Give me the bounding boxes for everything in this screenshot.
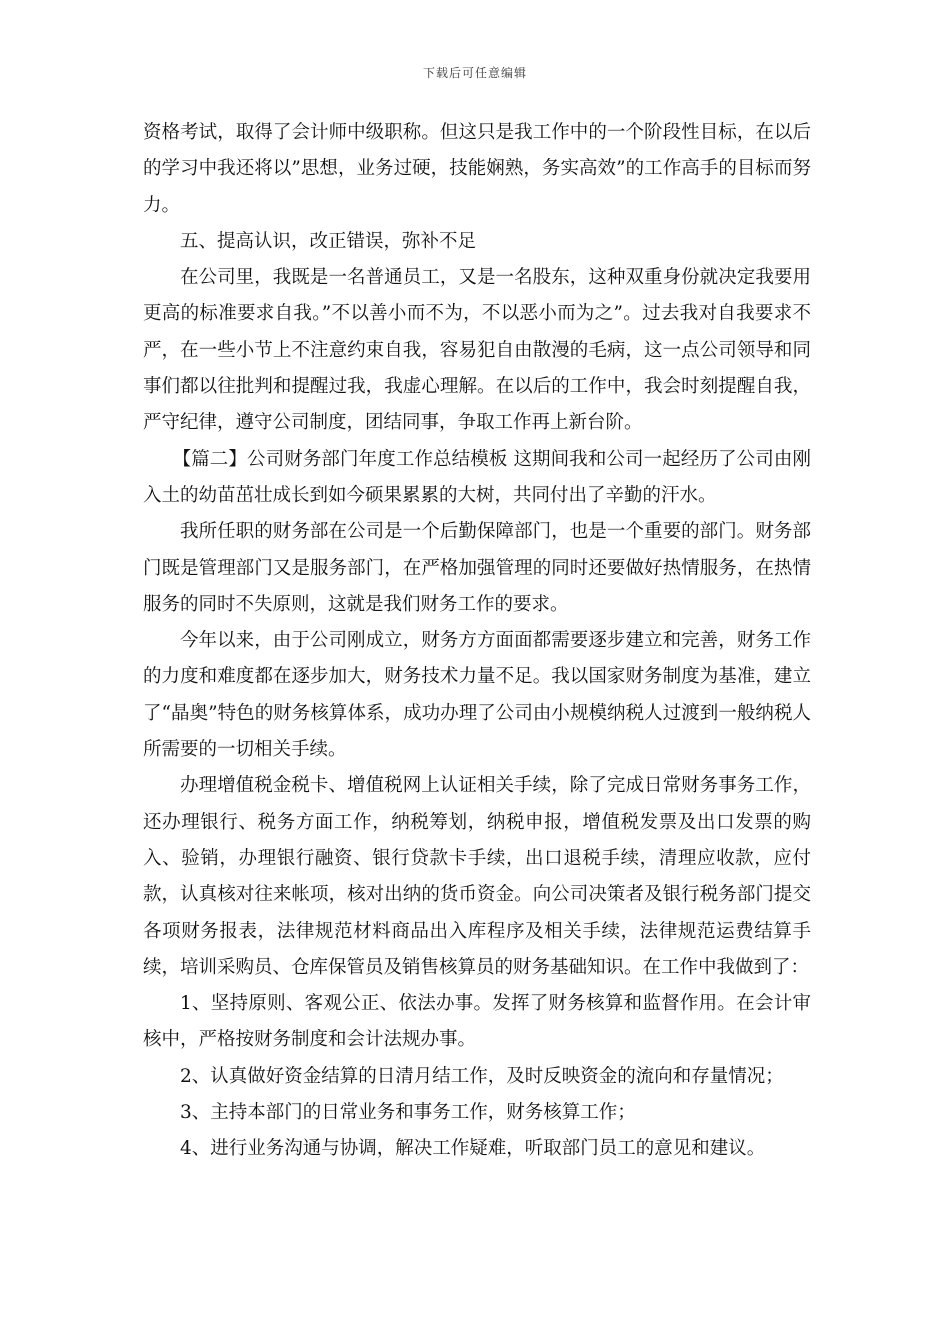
paragraph-continuation: 资格考试，取得了会计师中级职称。但这只是我工作中的一个阶段性目标，在以后的学习中我还将以”思想，业务过硬，技能娴熟，务实高效”的工作高手的目标而努力。 xyxy=(143,122,811,216)
list-item-4: 4、进行业务沟通与协调，解决工作疑难，听取部门员工的意见和建议。 xyxy=(180,1138,766,1160)
paragraph-finance-department: 我所任职的财务部在公司是一个后勤保障部门，也是一个重要的部门。财务部门既是管理部门又是服务部门，在严格加强管理的同时还要做好热情服务，在热情服务的同时不失原则，这就是我们财务工作的要求。 xyxy=(143,521,811,615)
paragraph-tax-procedures: 办理增值税金税卡、增值税网上认证相关手续，除了完成日常财务事务工作，还办理银行、税务方面工作，纳税筹划，纳税申报，增值税发票及出口发票的购入、验销，办理银行融资、银行贷款卡手续，出口退税手续，清理应收款，应付款，认真核对往来帐项，核对出纳的货币资金。向公司决策者及银行税务部门提交各项财务报表，法律规范材料商品出入库程序及相关手续，法律规范运费结算手续，培训采购员、仓库保管员及销售核算员的财务基础知识。在工作中我做到了： xyxy=(143,775,811,978)
document-body xyxy=(143,115,811,1168)
list-item-3: 3、主持本部门的日常业务和事务工作，财务核算工作； xyxy=(180,1102,636,1124)
paragraph-part-two-title: 【篇二】公司财务部门年度工作总结模板 这期间我和公司一起经历了公司由刚入土的幼苗茁壮成长到如今硕果累累的大树，共同付出了辛勤的汗水。 xyxy=(143,448,811,506)
section-heading-five: 五、提高认识，改正错误，弥补不足 xyxy=(180,230,477,252)
paragraph-self-discipline: 在公司里，我既是一名普通员工，又是一名股东，这种双重身份就决定我要用更高的标准要求自我。”不以善小而不为，不以恶小而为之”。过去我对自我要求不严，在一些小节上不注意约束自我，容易犯自由散漫的毛病，这一点公司领导和同事们都以往批判和提醒过我，我虚心理解。在以后的工作中，我会时刻提醒自我，严守纪律，遵守公司制度，团结同事，争取工作再上新台阶。 xyxy=(143,267,811,434)
page-header: 下载后可任意编辑 xyxy=(422,66,527,80)
list-item-2: 2、认真做好资金结算的日清月结工作，及时反映资金的流向和存量情况； xyxy=(180,1065,784,1087)
paragraph-this-year: 今年以来，由于公司刚成立，财务方方面面都需要逐步建立和完善，财务工作的力度和难度都在逐步加大，财务技术力量不足。我以国家财务制度为基准，建立了“晶奥”特色的财务核算体系，成功办理了公司由小规模纳税人过渡到一般纳税人所需要的一切相关手续。 xyxy=(143,630,811,761)
list-item-1: 1、坚持原则、客观公正、依法办事。发挥了财务核算和监督作用。在会计审核中，严格按财务制度和会计法规办事。 xyxy=(143,993,811,1051)
